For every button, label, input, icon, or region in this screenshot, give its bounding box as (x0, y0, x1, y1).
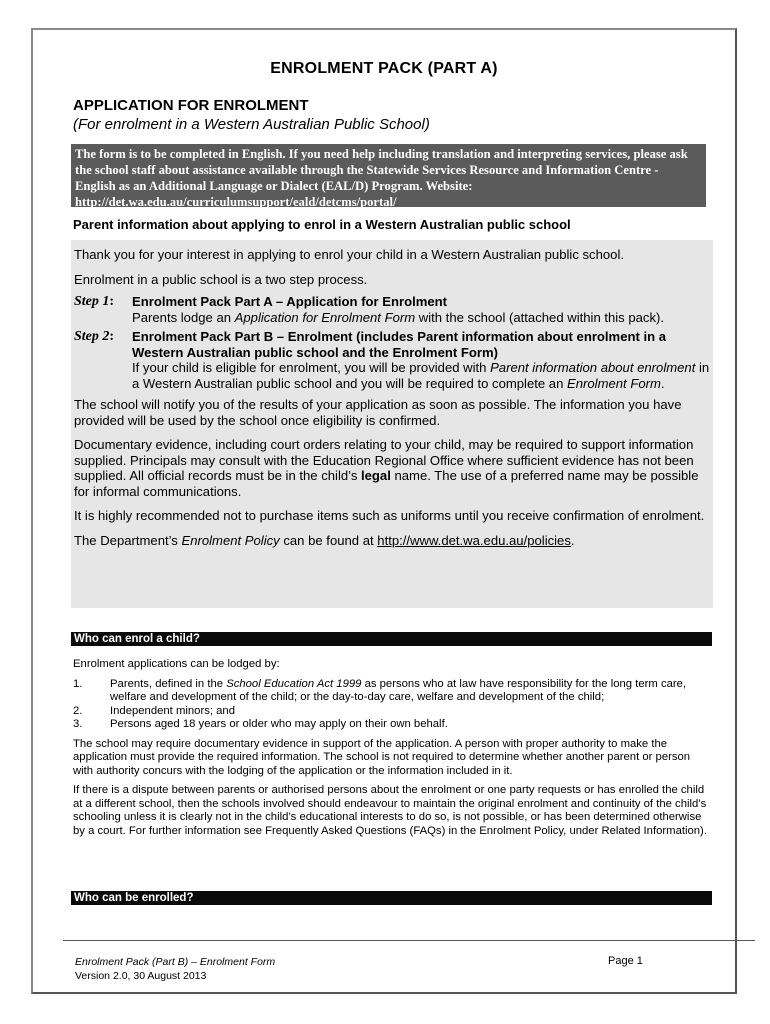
list-item: 2. Independent minors; and (73, 704, 235, 717)
enrol-list (73, 678, 713, 732)
application-subheading: (For enrolment in a Western Australian Public School) (73, 116, 430, 133)
notify-paragraph: The school will notify you of the results of your application as soon as possible. The information you have provided will be used by the school once eligibility is confirmed. (74, 397, 682, 428)
application-heading: APPLICATION FOR ENROLMENT (73, 97, 309, 114)
step-1-text: Parents lodge an Application for Enrolment Form with the school (attached within this pack). (132, 309, 665, 325)
notice-website-link[interactable]: http://det.wa.edu.au/curriculumsupport/eald/detcms/portal/ (75, 195, 397, 209)
step-1-title: Enrolment Pack Part A – Application for Enrolment (132, 294, 448, 309)
intro-paragraph: Thank you for your interest in applying to enrol your child in a Western Australian public school. (74, 247, 624, 262)
dispute-paragraph: If there is a dispute between parents or authorised persons about the enrolment or one party requests or has enrolled the child at a different school, then the schools involved should endeavour to maintain the original enrolment and continuity of the child’s schooling unless it is clearly not in the child’s educational interests to do so, is not possible, or has been determined otherwise by a court. For further information see Frequently Asked Questions (FAQs) in the Enrolment Policy, under Related Information). (73, 784, 707, 837)
step-2 (74, 329, 713, 391)
step-2-label: Step 2: (74, 329, 115, 344)
parent-info-panel (71, 240, 713, 608)
who-can-enrol-heading: Who can enrol a child? (71, 632, 712, 646)
parent-info-heading: Parent information about applying to enrol in a Western Australian public school (73, 217, 571, 232)
who-can-enrol-body (73, 658, 713, 844)
footer-version: Version 2.0, 30 August 2013 (75, 970, 207, 982)
documentary-evidence-paragraph: The school may require documentary evidence in support of the application. A person with proper authority to make the application must provide the required information. The school is not required to determine whether another parent or person with authority concurs with the lodging of the application or the information included in it. (73, 737, 691, 777)
page-number: Page 1 (608, 955, 643, 967)
step-1-label: Step 1: (74, 294, 115, 309)
policy-paragraph: The Department’s Enrolment Policy can be found at http://www.det.wa.edu.au/policies. (74, 532, 575, 548)
notice-text: The form is to be completed in English. If you need help including translation and interpreting services, please ask the school staff about assistance available through the Statewide Services Resource and Information Centre - English as an Additional Language or Dialect (EAL/D) Program. Website: (75, 147, 688, 193)
step-2-title: Enrolment Pack Part B – Enrolment (includes Parent information about enrolment in a Western Australian public school and the Enrolment Form) (132, 329, 667, 360)
list-item: 1. Parents, defined in the School Education Act 1999 as persons who at law have responsibility for the long term care, welfare and development of the child; or the day-to-day care, welfare and development of the child; (73, 677, 687, 703)
step-1 (74, 294, 713, 325)
step-2-body (132, 329, 713, 391)
evidence-paragraph: Documentary evidence, including court orders relating to your child, may be required to support information supplied. Principals may consult with the Education Regional Office where sufficient evidence has not been supplied. All official records must be in the child’s legal name. The use of a preferred name may be possible for informal communications. (74, 437, 699, 499)
footer-divider (63, 940, 755, 941)
footer-info (75, 955, 275, 983)
who-can-be-enrolled-heading: Who can be enrolled? (71, 891, 712, 905)
step-2-text: If your child is eligible for enrolment, you will be provided with Parent information about enrolment in a Western Australian public school and you will be required to complete an Enrolment Form. (132, 360, 710, 391)
step-1-body (132, 294, 713, 325)
two-step-paragraph: Enrolment in a public school is a two step process. (74, 271, 368, 287)
policy-link[interactable]: http://www.det.wa.edu.au/policies (377, 532, 571, 548)
footer-document-name: Enrolment Pack (Part B) – Enrolment Form (75, 956, 276, 968)
list-item: 3. Persons aged 18 years or older who may apply on their own behalf. (73, 718, 448, 730)
uniforms-paragraph: It is highly recommended not to purchase items such as uniforms until you receive confirmation of enrolment. (74, 508, 705, 523)
language-notice-box (71, 144, 706, 207)
enrol-lead: Enrolment applications can be lodged by: (73, 658, 280, 670)
document-title: ENROLMENT PACK (PART A) (270, 60, 498, 77)
